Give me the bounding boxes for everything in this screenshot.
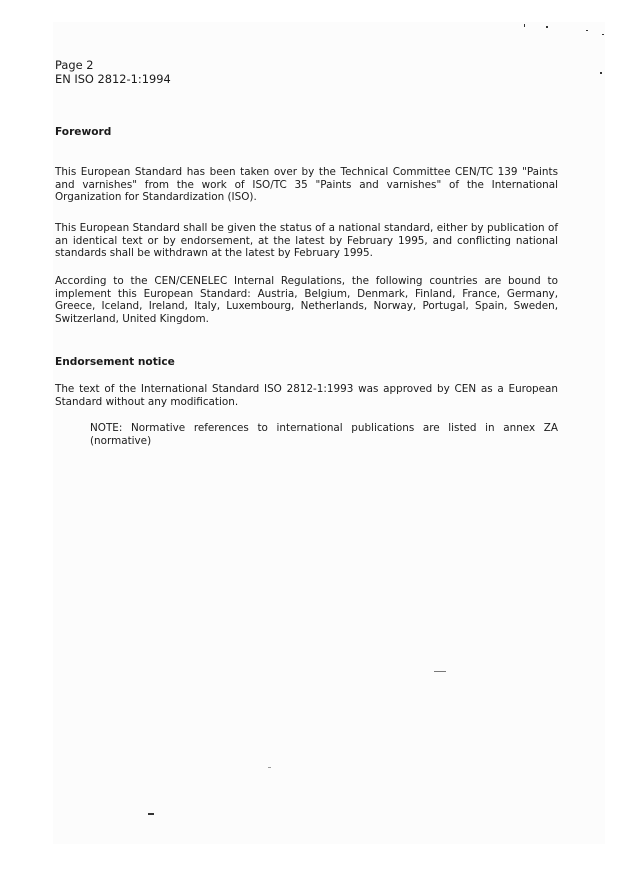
endorsement-text: The text of the International Standard ISO 2812-1:1993 was approved by CEN as a European Standard without any modification. <box>55 383 558 408</box>
scan-speck <box>602 34 604 35</box>
scan-speck <box>268 767 271 768</box>
endorsement-note: NOTE: Normative references to international publications are listed in annex ZA (normative) <box>90 422 558 447</box>
standard-identifier: EN ISO 2812-1:1994 <box>55 72 171 86</box>
foreword-paragraph-2: This European Standard shall be given the status of a national standard, either by publication of an identical text or by endorsement, at the latest by February 1995, and conflicting national standards shall be withdrawn at the latest by February 1995. <box>55 222 558 260</box>
foreword-paragraph-3: According to the CEN/CENELEC Internal Regulations, the following countries are bound to implement this European Standard: Austria, Belgium, Denmark, Finland, France, Germany, Greece, Iceland, Ireland, Italy, Luxembourg, Netherlands, Norway, Portugal, Spain, Sweden, Switzerland, United Kingdom. <box>55 275 558 325</box>
page-number: Page 2 <box>55 58 94 72</box>
scan-speck <box>434 671 446 672</box>
scan-speck <box>600 72 602 74</box>
page-header <box>55 58 171 86</box>
foreword-paragraph-1: This European Standard has been taken over by the Technical Committee CEN/TC 139 "Paints and varnishes" from the work of ISO/TC 35 "Paints and varnishes" of the International Organization for Standardization (ISO). <box>55 166 558 204</box>
scan-speck <box>546 26 548 28</box>
scan-speck <box>586 30 588 31</box>
scan-speck <box>524 24 525 27</box>
scan-speck <box>148 813 154 815</box>
endorsement-heading: Endorsement notice <box>55 356 175 368</box>
foreword-heading: Foreword <box>55 126 112 138</box>
